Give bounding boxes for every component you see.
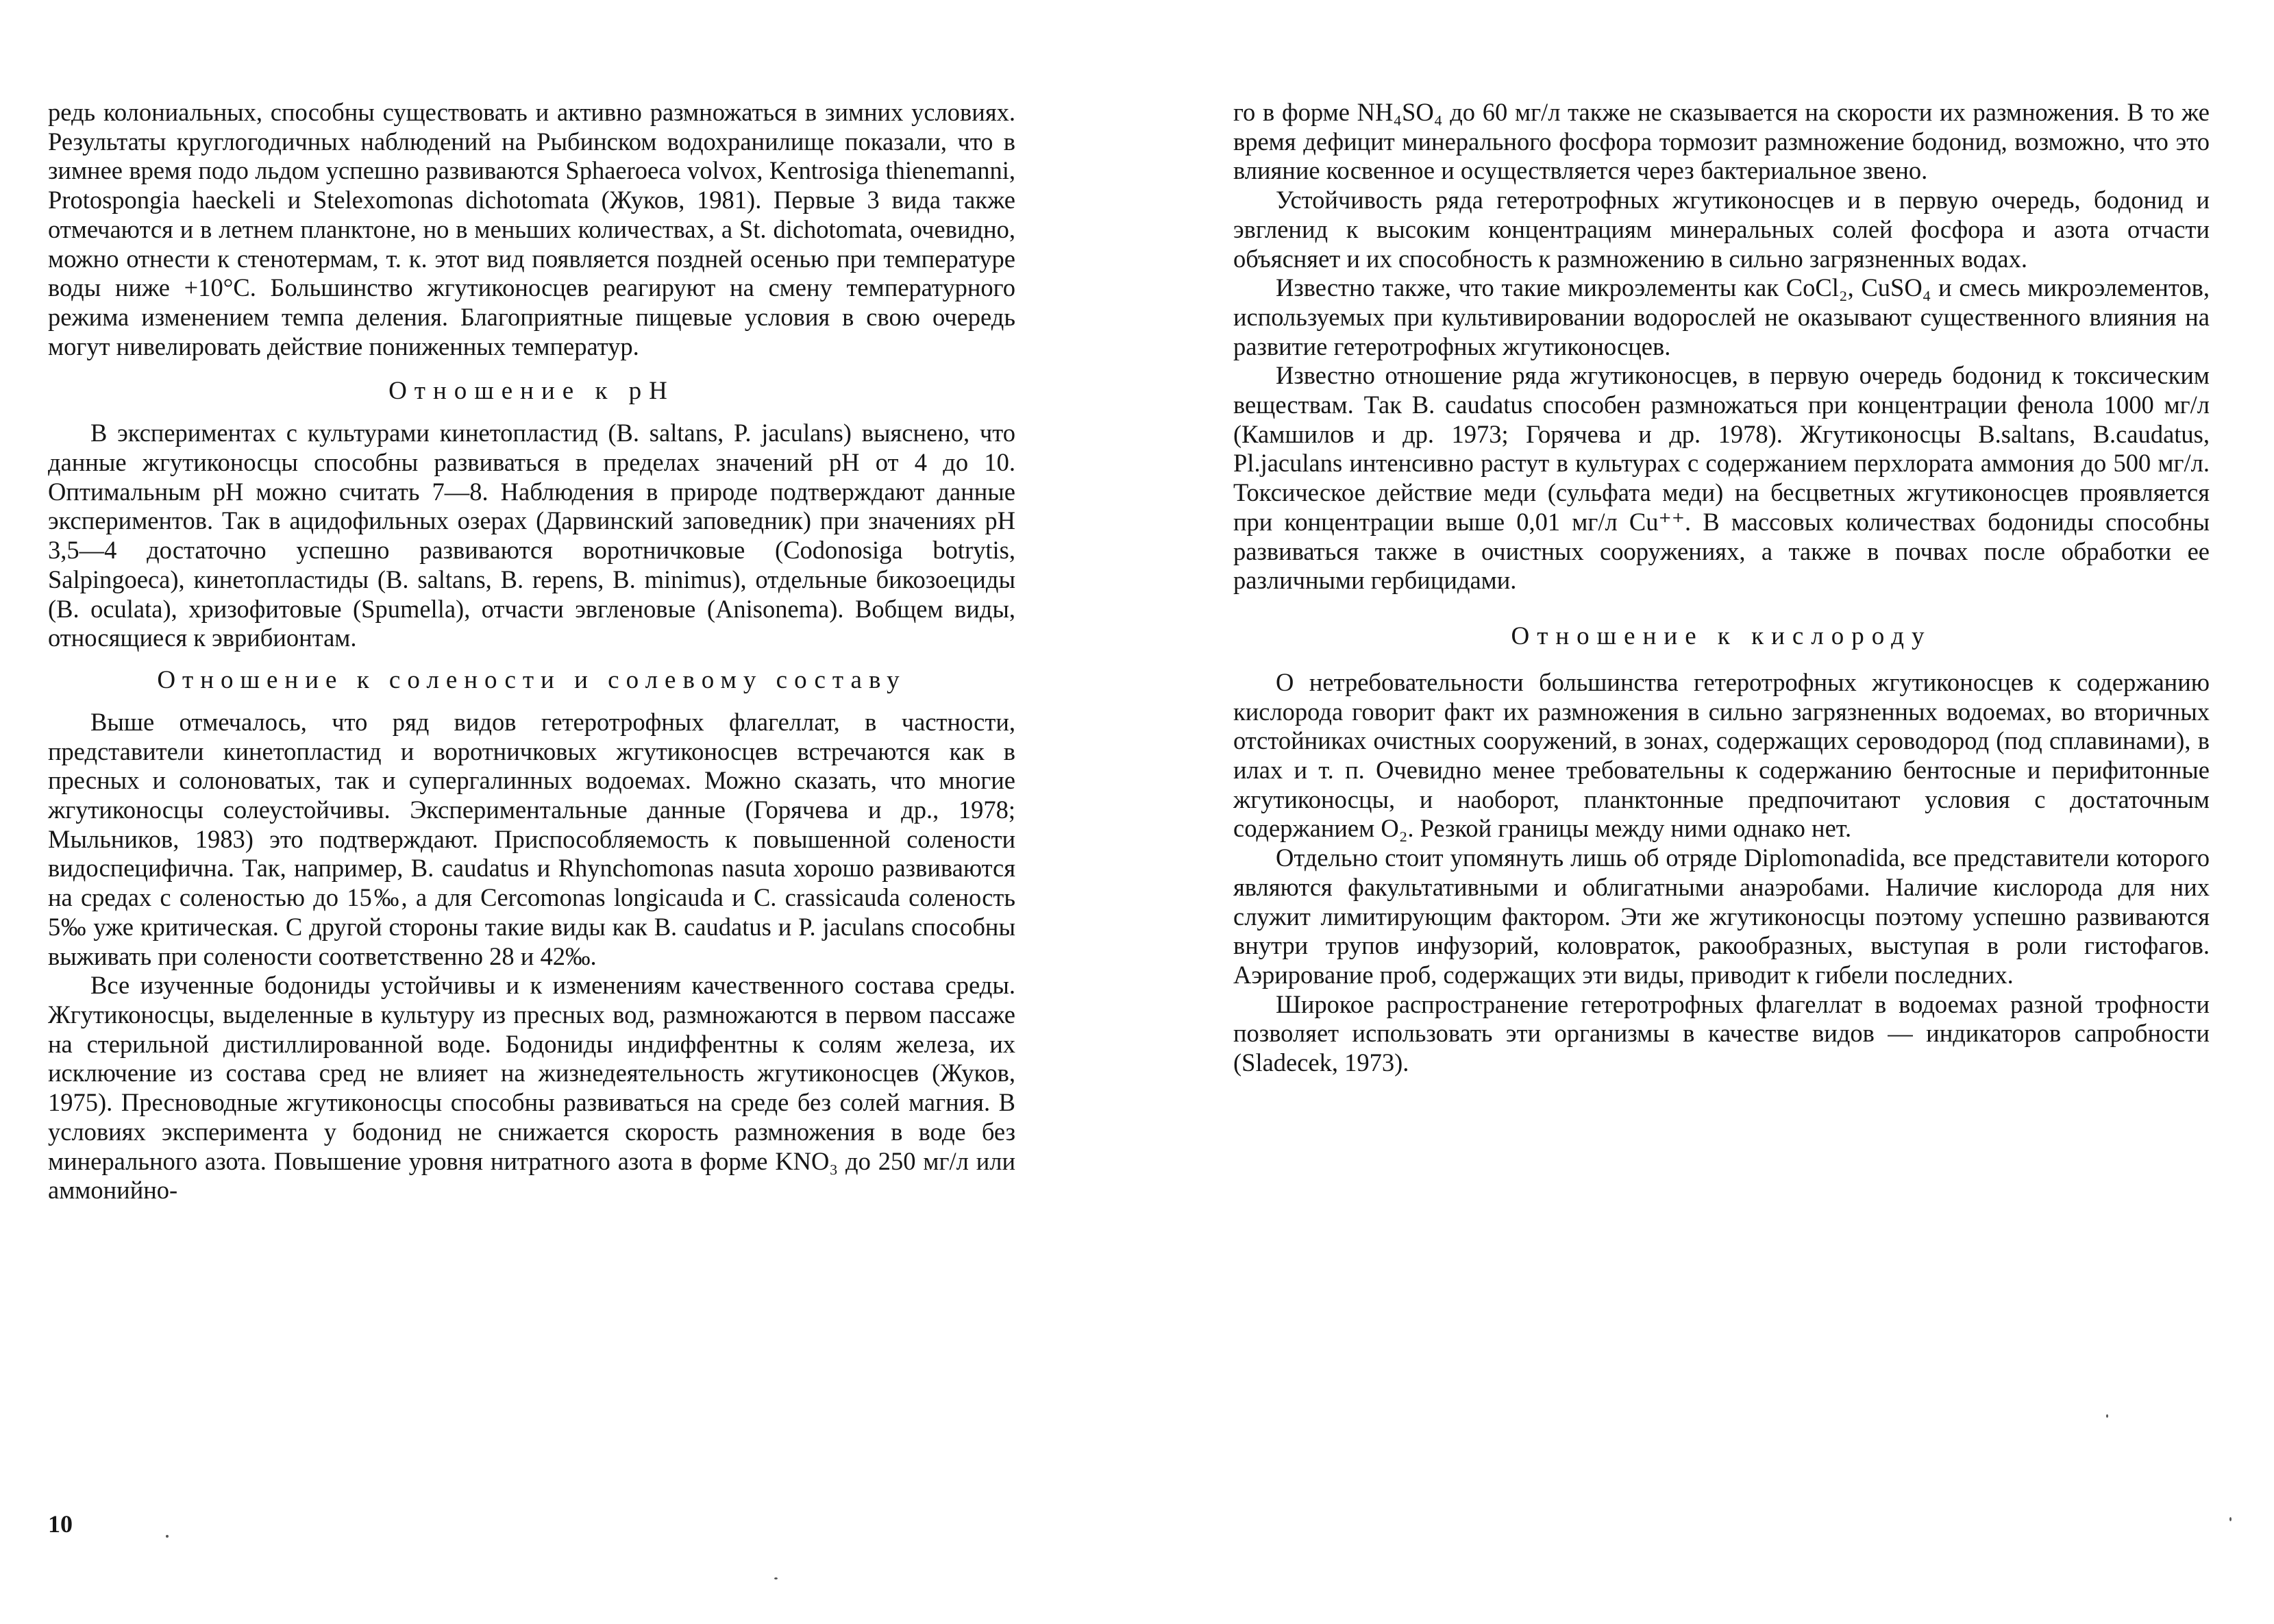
- page-number: 10: [48, 1510, 73, 1538]
- heading-salinity: Отношение к солености и солевому составу: [157, 665, 906, 694]
- right-paragraph-7: Широкое распространение гетеротрофных флагеллат в водоемах разной трофности позволяет использовать эти организмы в качестве видов — индикаторов сапробности (Sladecek, 1973).: [1233, 989, 2210, 1077]
- left-column: [48, 98, 1015, 1205]
- right-paragraph-5: О нетребовательности большинства гетеротрофных жгутиконосцев к содержанию кислорода говорит факт их размножения в сильно загрязненных водоемах, во вторичных отстойниках очистных сооружений, в зонах, содержащих сероводород (под сплавинами), в илах и т. п. Очевидно менее требовательны к содержанию бентосные и перифитонные жгутиконосцы, и наоборот, планктонные предпочитают условия с достаточным содержанием O₂. Резкой границы между ними однако нет.: [1233, 667, 2210, 843]
- right-paragraph-1: го в форме NH₄SO₄ до 60 мг/л также не сказывается на скорости их размножения. В то же время дефицит минерального фосфора тормозит размножение бодонид, возможно, что это влияние косвенное и осуществляется через бактериальное звено.: [1233, 98, 2210, 185]
- left-paragraph-2: В экспериментах с культурами кинетопластид (B. saltans, P. jaculans) выяснено, что данные жгутиконосцы способны развиваться в пределах значений pH от 4 до 10. Оптимальным pH можно считать 7—8. Наблюдения в природе подтверждают данные экспериментов. Так в ацидофильных озерах (Дарвинский заповедник) при значениях pH 3,5—4 достаточно успешно развиваются воротничковые (Codonosiga botrytis, Salpingoeca), кинетопластиды (B. saltans, B. repens, B. minimus), отдельные бикозоециды (B. oculata), хризофитовые (Spumella), отчасти эвгленовые (Anisonema). Вобщем виды, относящиеся к эврибионтам.: [48, 419, 1015, 652]
- scan-speck: [166, 1535, 169, 1538]
- left-paragraph-3: Выше отмечалось, что ряд видов гетеротрофных флагеллат, в частности, представители кинетопластид и воротничковых жгутиконосцев встречаются как в пресных и солоноватых, так и супергалинных водоемах. Можно сказать, что многие жгутиконосцы солеустойчивы. Экспериментальные данные (Горячева и др., 1978; Мыльников, 1983) это подтверждают. Приспособляемость к повышенной солености видоспецифична. Так, например, B. caudatus и Rhynchomonas nasuta хорошо развиваются на средах с соленостью до 15‰, а для Cercomonas longicauda и C. crassicauda соленость 5‰ уже критическая. С другой стороны такие виды как B. caudatus и P. jaculans способны выживать при солености соответственно 28 и 42‰.: [48, 707, 1015, 970]
- right-paragraph-3: Известно также, что такие микроэлементы как CoCl₂, CuSO₄ и смесь микроэлементов, используемых при культивировании водорослей не оказывают существенного влияния на развитие гетеротрофных жгутиконосцев.: [1233, 273, 2210, 360]
- left-paragraph-1: редь колониальных, способны существовать и активно размножаться в зимних условиях. Результаты круглогодичных наблюдений на Рыбинском водохранилище показали, что в зимнее время подо льдом успешно развиваются Sphaeroeca volvox, Kentrosiga thienemanni, Protospongia haeckeli и Stelexomonas dichotomata (Жуков, 1981). Первые 3 вида также отмечаются и в летнем планктоне, но в меньших количествах, а St. dichotomata, очевидно, можно отнести к стенотермам, т. к. этот вид появляется поздней осенью при температуре воды ниже +10°С. Большинство жгутиконосцев реагируют на смену температурного режима изменением темпа деления. Благоприятные пищевые условия в свою очередь могут нивелировать действие пониженных температур.: [48, 98, 1015, 360]
- right-paragraph-4: Известно отношение ряда жгутиконосцев, в первую очередь бодонид к токсическим веществам. Так B. caudatus способен размножаться при концентрации фенола 1000 мг/л (Камшилов и др. 1973; Горячева и др. 1978). Жгутиконосцы B.saltans, B.caudatus, Pl.jaculans интенсивно растут в культурах с содержанием перхлората аммония до 500 мг/л. Токсическое действие меди (сульфата меди) на бесцветных жгутиконосцев проявляется при концентрации выше 0,01 мг/л Cu⁺⁺. В массовых количествах бодониды способны развиваться также в очистных сооружениях, а также в почвах после обработки ее различными гербицидами.: [1233, 361, 2210, 595]
- right-paragraph-2: Устойчивость ряда гетеротрофных жгутиконосцев и в первую очередь, бодонид и эвгленид к высоким концентрациям минеральных солей фосфора и азота отчасти объясняет и их способность к размножению в сильно загрязненных водах.: [1233, 186, 2210, 273]
- heading-oxygen: Отношение к кислороду: [1511, 622, 1932, 650]
- heading-ph: Отношение к pH: [388, 377, 675, 406]
- scan-speck: [2229, 1517, 2232, 1521]
- scan-speck: [774, 1577, 778, 1579]
- right-column: [1233, 98, 2210, 1078]
- scan-speck: [2106, 1414, 2108, 1418]
- right-paragraph-6: Отдельно стоит упомянуть лишь об отряде Diplomonadida, все представители которого являются факультативными и облигатными анаэробами. Наличие кислорода для них служит лимитирующим фактором. Эти же жгутиконосцы поэтому успешно развиваются внутри трупов инфузорий, коловраток, ракообразных, выступая в роли гистофагов. Аэрирование проб, содержащих эти виды, приводит к гибели последних.: [1233, 844, 2210, 989]
- left-paragraph-4: Все изученные бодониды устойчивы и к изменениям качественного состава среды. Жгутиконосцы, выделенные в культуру из пресных вод, размножаются в первом пассаже на стерильной дистиллированной воде. Бодониды индиффентны к солям железа, их исключение из состава сред не влияет на жизнедеятельность жгутиконосцев (Жуков, 1975). Пресноводные жгутиконосцы способны развиваться на среде без солей магния. В условиях эксперимента у бодонид не снижается скорость размножения в воде без минерального азота. Повышение уровня нитратного азота в форме KNO₃ до 250 мг/л или аммонийно-: [48, 971, 1015, 1205]
